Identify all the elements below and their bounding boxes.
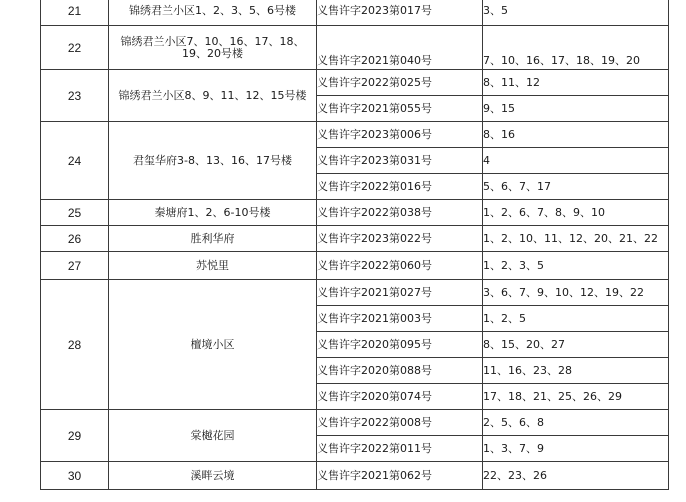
table-row — [41, 70, 669, 96]
table-row — [41, 0, 669, 26]
row-number: 21 — [41, 0, 109, 26]
table-row — [41, 410, 669, 436]
permit-number: 义售许字2023第006号 — [317, 122, 483, 148]
row-number: 24 — [41, 122, 109, 200]
permit-number: 义售许字2022第025号 — [317, 70, 483, 96]
building-list: 2、5、6、8 — [483, 410, 669, 436]
building-list: 5、6、7、17 — [483, 174, 669, 200]
building-list: 17、18、21、25、26、29 — [483, 384, 669, 410]
building-list: 1、2、6、7、8、9、10 — [483, 200, 669, 226]
project-name: 棠樾花园 — [109, 410, 317, 462]
permit-number: 义售许字2020第074号 — [317, 384, 483, 410]
project-name: 锦绣君兰小区8、9、11、12、15号楼 — [109, 70, 317, 122]
permit-number: 义售许字2022第038号 — [317, 200, 483, 226]
permit-number: 义售许字2023第031号 — [317, 148, 483, 174]
building-list: 8、15、20、27 — [483, 332, 669, 358]
building-list: 8、16 — [483, 122, 669, 148]
building-list: 3、5 — [483, 0, 669, 26]
permit-number: 义售许字2021第062号 — [317, 462, 483, 490]
building-list: 8、11、12 — [483, 70, 669, 96]
building-list: 11、16、23、28 — [483, 358, 669, 384]
permit-number: 义售许字2022第060号 — [317, 252, 483, 280]
row-number: 27 — [41, 252, 109, 280]
table-row — [41, 122, 669, 148]
row-number: 26 — [41, 226, 109, 252]
building-list: 3、6、7、9、10、12、19、22 — [483, 280, 669, 306]
project-name: 锦绣君兰小区1、2、3、5、6号楼 — [109, 0, 317, 26]
building-list: 4 — [483, 148, 669, 174]
table-row — [41, 280, 669, 306]
permit-number: 义售许字2021第055号 — [317, 96, 483, 122]
permit-number: 义售许字2022第011号 — [317, 436, 483, 462]
permit-number: 义售许字2020第095号 — [317, 332, 483, 358]
table-row — [41, 252, 669, 280]
permit-number: 义售许字2021第003号 — [317, 306, 483, 332]
building-list: 22、23、26 — [483, 462, 669, 490]
building-list: 1、2、3、5 — [483, 252, 669, 280]
project-name: 锦绣君兰小区7、10、16、17、18、19、20号楼 — [109, 26, 317, 70]
permit-number: 义售许字2020第088号 — [317, 358, 483, 384]
permit-number: 义售许字2021第040号 — [317, 26, 483, 70]
building-list: 1、2、5 — [483, 306, 669, 332]
row-number: 28 — [41, 280, 109, 410]
row-number: 29 — [41, 410, 109, 462]
building-list: 7、10、16、17、18、19、20 — [483, 26, 669, 70]
project-name: 溪畔云境 — [109, 462, 317, 490]
table-row — [41, 462, 669, 490]
row-number: 22 — [41, 26, 109, 70]
permit-number: 义售许字2022第008号 — [317, 410, 483, 436]
row-number: 23 — [41, 70, 109, 122]
permit-number: 义售许字2021第027号 — [317, 280, 483, 306]
table-row — [41, 226, 669, 252]
table-row — [41, 26, 669, 70]
row-number: 25 — [41, 200, 109, 226]
permit-number: 义售许字2022第016号 — [317, 174, 483, 200]
project-name: 秦塘府1、2、6-10号楼 — [109, 200, 317, 226]
project-name: 苏悦里 — [109, 252, 317, 280]
table-row — [41, 200, 669, 226]
project-name: 檀境小区 — [109, 280, 317, 410]
permit-number: 义售许字2023第022号 — [317, 226, 483, 252]
building-list: 9、15 — [483, 96, 669, 122]
building-list: 1、2、10、11、12、20、21、22 — [483, 226, 669, 252]
permit-number: 义售许字2023第017号 — [317, 0, 483, 26]
project-name: 胜利华府 — [109, 226, 317, 252]
project-name: 君玺华府3-8、13、16、17号楼 — [109, 122, 317, 200]
row-number: 30 — [41, 462, 109, 490]
presale-permit-table — [40, 0, 669, 490]
building-list: 1、3、7、9 — [483, 436, 669, 462]
